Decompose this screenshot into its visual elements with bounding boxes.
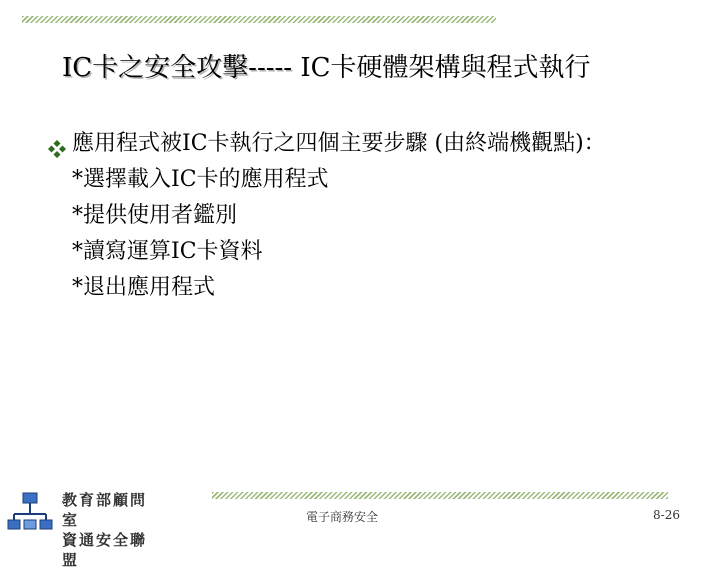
network-logo-icon (6, 490, 56, 536)
slide-title (62, 50, 682, 86)
footer-course-title: 電子商務安全 (306, 510, 379, 524)
logo-line1: 教育部顧問室 (62, 491, 148, 529)
step-item: *選擇載入IC卡的應用程式 (72, 167, 329, 192)
logo-line2: 資通安全聯盟 (62, 531, 148, 569)
bullet-content (72, 126, 692, 306)
step-item: *退出應用程式 (72, 275, 216, 300)
step-item: *讀寫運算IC卡資料 (72, 239, 263, 264)
top-decorative-band (22, 16, 496, 23)
bullet-intro: 應用程式被IC卡執行之四個主要步驟 (由終端機觀點)： (72, 131, 606, 156)
bottom-decorative-band (212, 492, 668, 499)
alliance-logo (6, 490, 156, 569)
page-number: 8-26 (653, 508, 680, 522)
title-part2: IC卡硬體架構與程式執行 (292, 53, 591, 83)
title-part1: IC卡之安全攻擊----- (62, 53, 293, 83)
step-item: *提供使用者鑑別 (72, 203, 238, 228)
diamond-bullet-icon (48, 140, 66, 158)
